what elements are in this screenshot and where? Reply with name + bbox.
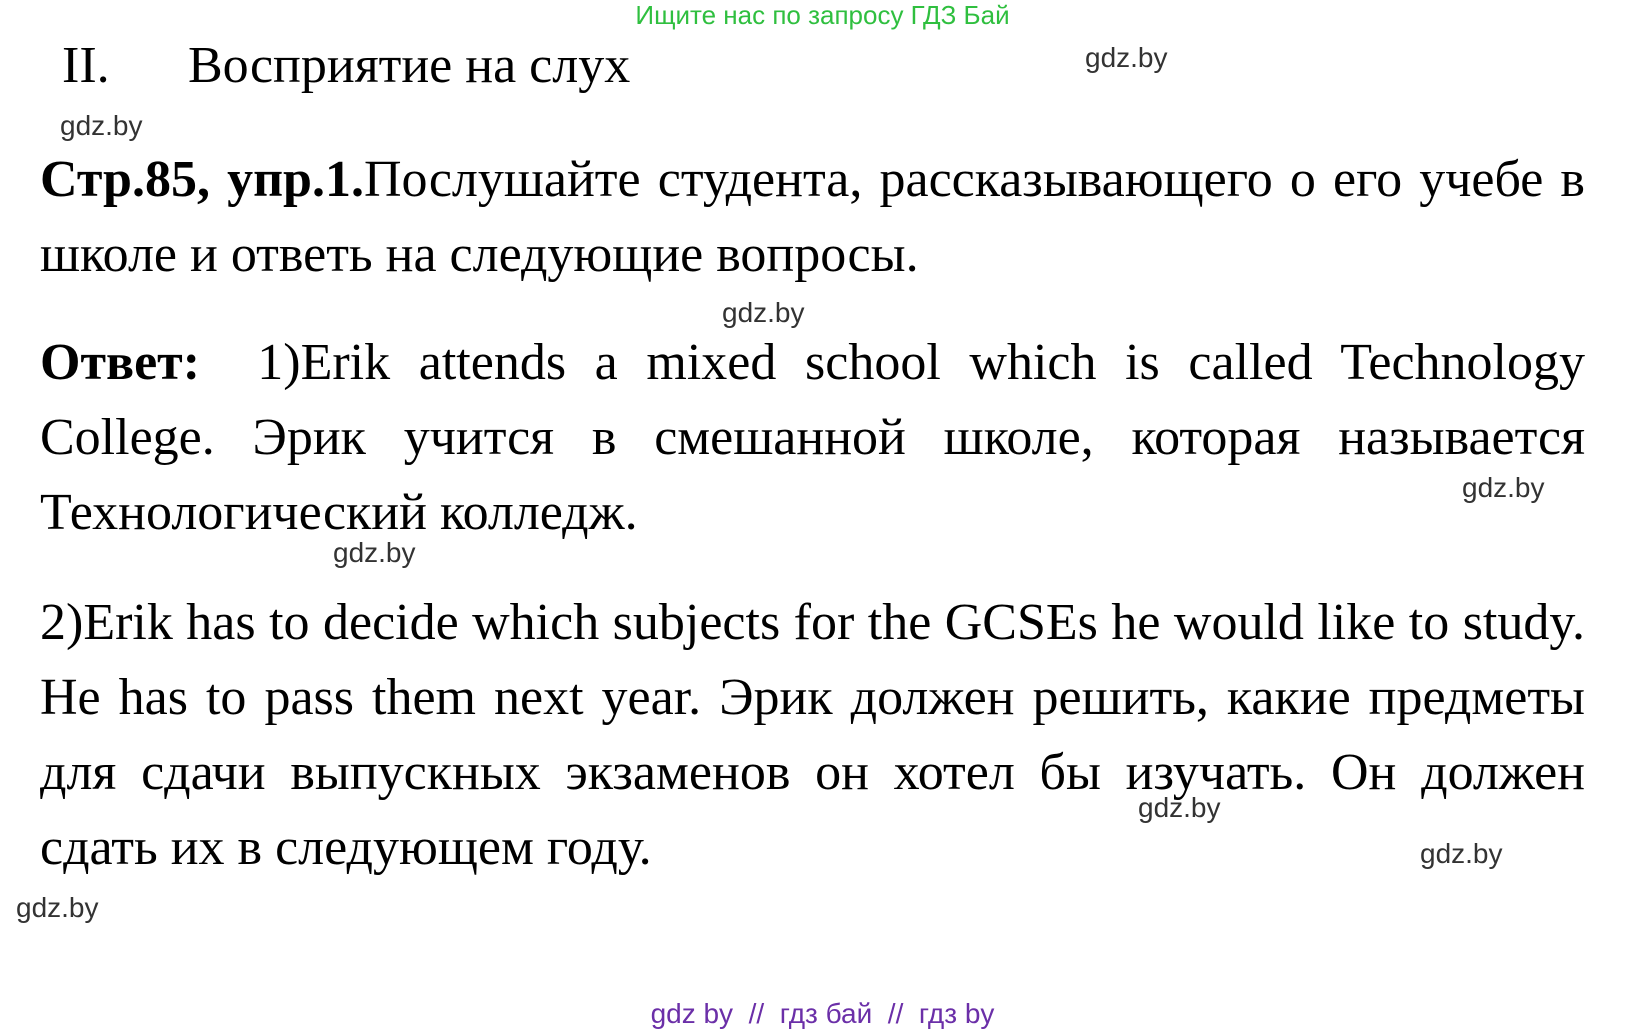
watermark: gdz.by xyxy=(16,892,99,923)
task-paragraph xyxy=(40,142,1585,292)
task-label: Стр.85, упр.1. xyxy=(40,151,364,208)
watermark: gdz.by xyxy=(1462,472,1545,503)
section-heading xyxy=(62,36,630,96)
watermark: gdz.by xyxy=(1085,42,1168,73)
watermark: gdz.by xyxy=(1138,792,1221,823)
watermark: gdz.by xyxy=(722,297,805,328)
answer-item-2: 2)Erik has to decide which subjects for the GCSEs he would like to study. He has to pass them next year. Эрик должен решить, какие предметы для сдачи выпускных экзаменов он хотел бы изучать. Он должен сдать их в следующем году. xyxy=(40,594,1585,876)
answer-item-1 xyxy=(40,325,1585,550)
watermark: gdz.by xyxy=(333,537,416,568)
section-title: Восприятие на слух xyxy=(188,37,631,94)
watermark: gdz.by xyxy=(60,110,143,141)
top-banner: Ищите нас по запросу ГДЗ Бай xyxy=(635,0,1010,30)
task-text: Послушайте студента, рассказывающего о его учебе в школе и ответь на следующие вопросы. xyxy=(40,151,1585,283)
section-number: II. xyxy=(62,37,110,94)
footer-links: gdz by // гдз бай // гдз by xyxy=(650,998,995,1029)
watermark: gdz.by xyxy=(1420,838,1503,869)
answer-item-1-text: 1)Erik attends a mixed school which is called Technology College. Эрик учится в смешанной школе, которая называется Технологический колледж. xyxy=(40,334,1585,541)
answer-label: Ответ: xyxy=(40,334,201,391)
